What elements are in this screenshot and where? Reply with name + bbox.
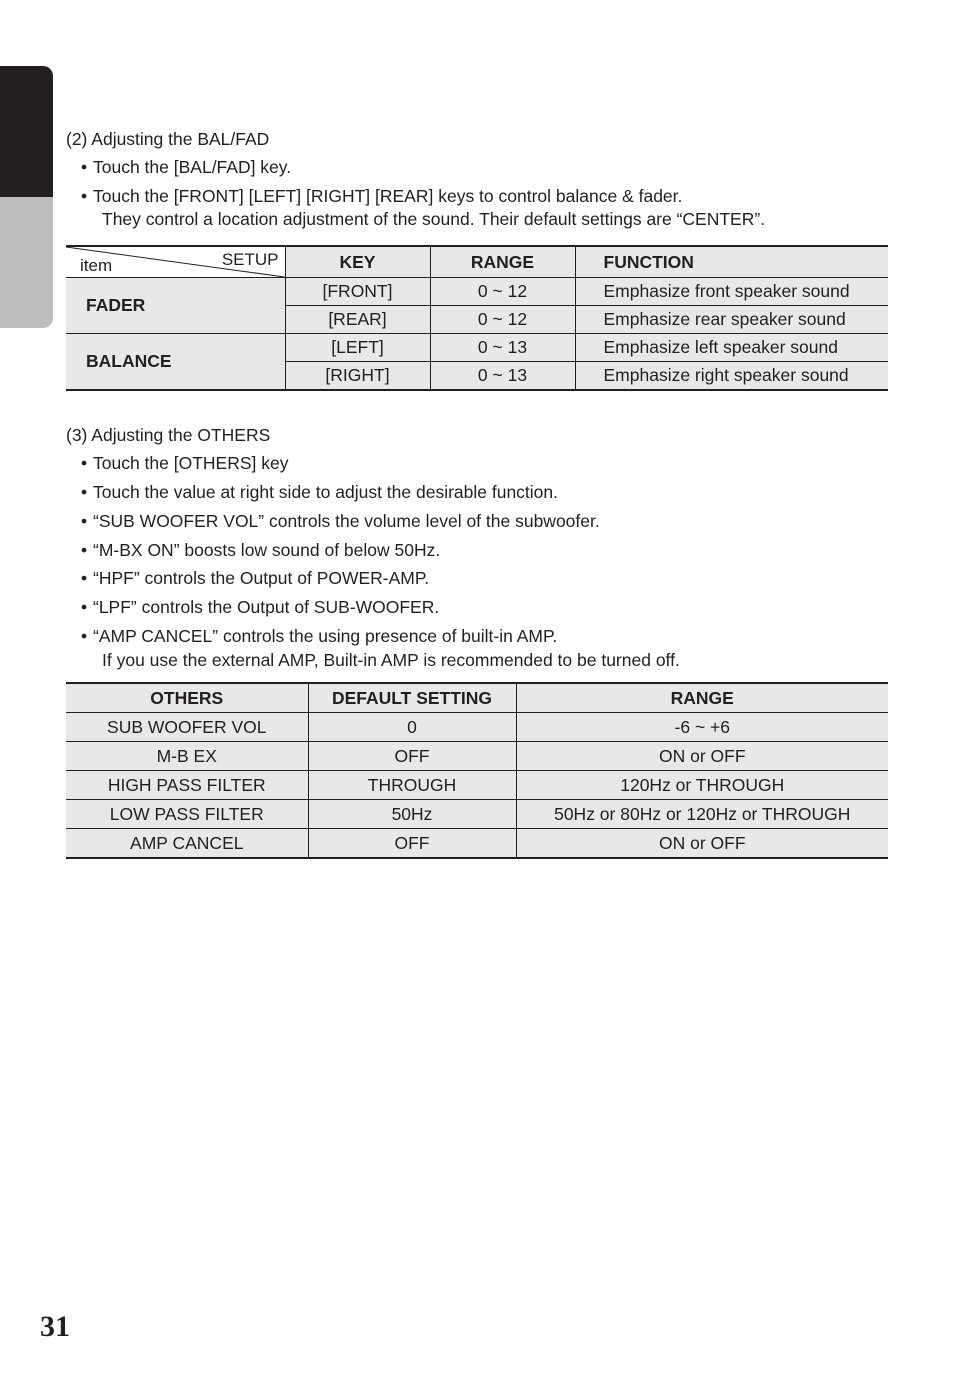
bullet-dot: • bbox=[81, 626, 88, 646]
bullet-item bbox=[81, 625, 557, 647]
table-header-row bbox=[66, 683, 888, 713]
others-table bbox=[66, 682, 888, 859]
bullet-dot: • bbox=[81, 453, 88, 473]
bullet-dot: • bbox=[81, 186, 88, 206]
bullet-text: Touch the [FRONT] [LEFT] [RIGHT] [REAR] keys to control balance & fader. bbox=[93, 186, 683, 206]
bullet-item bbox=[81, 539, 440, 561]
key-cell: [REAR] bbox=[285, 306, 430, 334]
bullet-dot: • bbox=[81, 511, 88, 531]
function-cell: Emphasize rear speaker sound bbox=[575, 306, 888, 334]
bullet-item bbox=[81, 596, 439, 618]
column-header-range: RANGE bbox=[430, 246, 575, 278]
range-cell: 50Hz or 80Hz or 120Hz or THROUGH bbox=[516, 800, 888, 829]
others-name-cell: M-B EX bbox=[66, 742, 308, 771]
table-header-row bbox=[66, 246, 888, 278]
bullet-text: “AMP CANCEL” controls the using presence of built-in AMP. bbox=[93, 626, 558, 646]
others-name-cell: LOW PASS FILTER bbox=[66, 800, 308, 829]
balfad-table bbox=[66, 245, 888, 391]
group-label-fader: FADER bbox=[66, 278, 285, 334]
range-cell: ON or OFF bbox=[516, 829, 888, 859]
bullet-text: “SUB WOOFER VOL” controls the volume level of the subwoofer. bbox=[93, 511, 600, 531]
column-header-others: OTHERS bbox=[66, 683, 308, 713]
function-cell: Emphasize right speaker sound bbox=[575, 362, 888, 391]
column-header-range: RANGE bbox=[516, 683, 888, 713]
bullet-dot: • bbox=[81, 482, 88, 502]
default-setting-cell: OFF bbox=[308, 742, 516, 771]
key-cell: [RIGHT] bbox=[285, 362, 430, 391]
bullet-continuation: If you use the external AMP, Built-in AMP is recommended to be turned off. bbox=[102, 650, 680, 670]
group-label-balance: BALANCE bbox=[66, 334, 285, 391]
corner-label-item: item bbox=[80, 256, 113, 275]
bullet-item bbox=[81, 452, 289, 474]
function-cell: Emphasize front speaker sound bbox=[575, 278, 888, 306]
side-tab-dark bbox=[0, 66, 53, 197]
bullet-text: Touch the value at right side to adjust the desirable function. bbox=[93, 482, 559, 502]
bullet-text: “HPF” controls the Output of POWER-AMP. bbox=[93, 568, 430, 588]
range-cell: 120Hz or THROUGH bbox=[516, 771, 888, 800]
default-setting-cell: 0 bbox=[308, 713, 516, 742]
table-row bbox=[66, 713, 888, 742]
table-row bbox=[66, 771, 888, 800]
function-cell: Emphasize left speaker sound bbox=[575, 334, 888, 362]
bullet-text: Touch the [OTHERS] key bbox=[93, 453, 289, 473]
key-cell: [LEFT] bbox=[285, 334, 430, 362]
bullet-item bbox=[81, 567, 429, 589]
range-cell: 0 ~ 12 bbox=[430, 306, 575, 334]
column-header-function: FUNCTION bbox=[575, 246, 888, 278]
table-row bbox=[66, 742, 888, 771]
section-3-heading: (3) Adjusting the OTHERS bbox=[66, 425, 271, 445]
table-corner-cell bbox=[66, 246, 285, 278]
range-cell: 0 ~ 12 bbox=[430, 278, 575, 306]
others-name-cell: AMP CANCEL bbox=[66, 829, 308, 859]
default-setting-cell: 50Hz bbox=[308, 800, 516, 829]
range-cell: ON or OFF bbox=[516, 742, 888, 771]
column-header-default-setting: DEFAULT SETTING bbox=[308, 683, 516, 713]
bullet-text: Touch the [BAL/FAD] key. bbox=[93, 157, 292, 177]
others-name-cell: SUB WOOFER VOL bbox=[66, 713, 308, 742]
corner-label-setup: SETUP bbox=[221, 250, 279, 269]
bullet-dot: • bbox=[81, 597, 88, 617]
bullet-item bbox=[81, 185, 682, 207]
bullet-text: “LPF” controls the Output of SUB-WOOFER. bbox=[93, 597, 440, 617]
table-row bbox=[66, 334, 888, 362]
bullet-item bbox=[81, 481, 558, 503]
table-row bbox=[66, 800, 888, 829]
key-cell: [FRONT] bbox=[285, 278, 430, 306]
page-number: 31 bbox=[40, 1310, 70, 1343]
range-cell: 0 ~ 13 bbox=[430, 362, 575, 391]
bullet-dot: • bbox=[81, 540, 88, 560]
bullet-text: “M-BX ON” boosts low sound of below 50Hz. bbox=[93, 540, 441, 560]
bullet-item bbox=[81, 156, 291, 178]
side-tab-light bbox=[0, 197, 53, 328]
default-setting-cell: THROUGH bbox=[308, 771, 516, 800]
default-setting-cell: OFF bbox=[308, 829, 516, 859]
range-cell: 0 ~ 13 bbox=[430, 334, 575, 362]
bullet-dot: • bbox=[81, 568, 88, 588]
bullet-dot: • bbox=[81, 157, 88, 177]
bullet-continuation: They control a location adjustment of the sound. Their default settings are “CENTER”. bbox=[102, 209, 766, 229]
range-cell: -6 ~ +6 bbox=[516, 713, 888, 742]
bullet-item bbox=[81, 510, 600, 532]
table-row bbox=[66, 829, 888, 859]
column-header-key: KEY bbox=[285, 246, 430, 278]
table-row bbox=[66, 278, 888, 306]
section-2-heading: (2) Adjusting the BAL/FAD bbox=[66, 129, 270, 149]
others-name-cell: HIGH PASS FILTER bbox=[66, 771, 308, 800]
